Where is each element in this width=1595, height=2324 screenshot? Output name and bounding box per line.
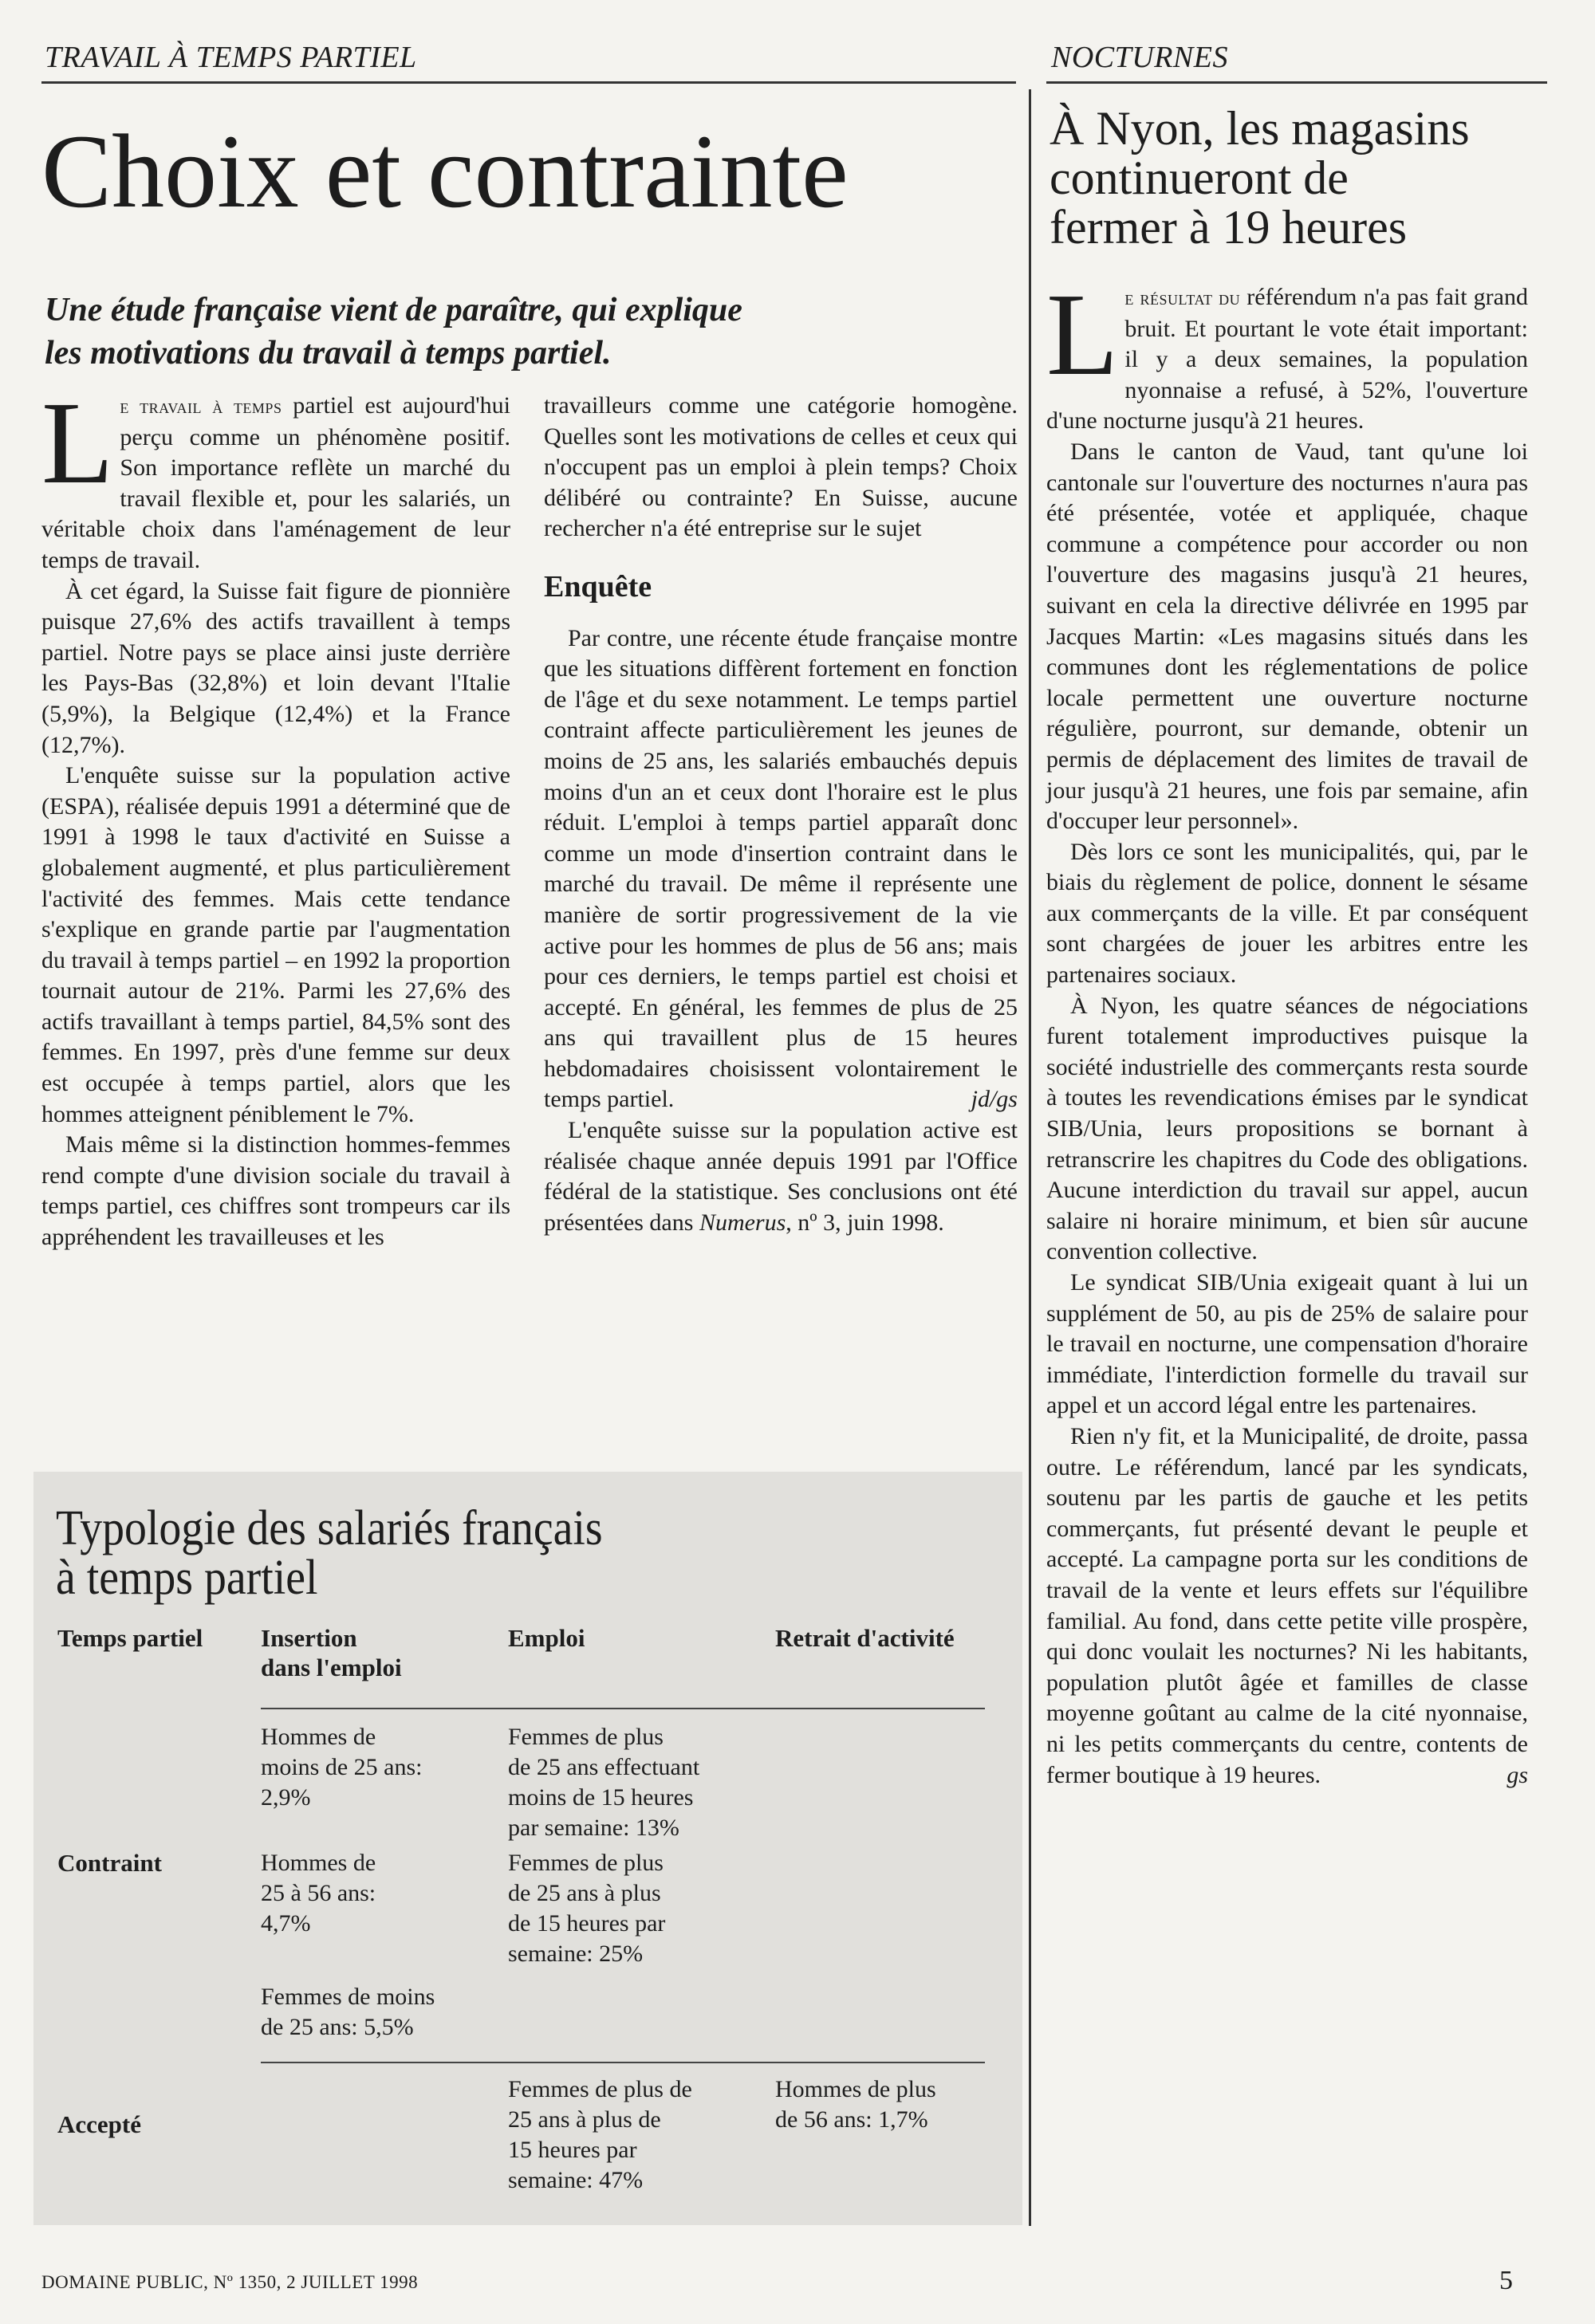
article-lead <box>45 289 742 375</box>
cell-line: 2,9% <box>261 1784 311 1811</box>
small-caps-opening: e travail à temps <box>120 395 282 418</box>
table-title-line: à temps partiel <box>56 1551 318 1605</box>
title-line: À Nyon, les magasins <box>1050 102 1470 155</box>
header-retrait: Retrait d'activité <box>775 1624 955 1652</box>
cell-insertion-3 <box>261 1982 435 2043</box>
cell-retrait-accepte <box>775 2074 936 2135</box>
header-line: dans l'emploi <box>261 1654 402 1681</box>
right-article-title <box>1050 104 1470 252</box>
paragraph <box>1046 269 1528 437</box>
paragraph <box>41 378 510 576</box>
cell-emploi-2 <box>508 1848 665 1969</box>
small-caps-opening: e résultat du <box>1124 286 1241 309</box>
paragraph: Dans le canton de Vaud, tant qu'une loi cantonale sur l'ouverture des nocturnes n'aura pas été présentée, votée et appliquée, chaque commune a compétence pour accorder ou non l'ouverture des magasins jusqu'à 21 heures, suivant en cela la directive délivrée en 1995 par Jacques Martin: «Les magasins situés dans les communes dont les réglementations de police locale permettent une ouverture nocturne régulière, pourront, sur demande, obtenir un permis de déplacement des limites de travail de jour jusqu'à 21 heures, une fois par semaine, afin d'occuper leur personnel». <box>1046 438 1528 835</box>
paragraph-text: Rien n'y fit, et la Municipalité, de droite, passa outre. Le référendum, lancé par les syndicats, soutenu par les partis de gauche et les petits commerçants, fut présenté devant le peuple et accepté. La campagne porta sur les conditions de travail de la vente et leurs effets sur l'équilibre familial. Au fond, dans cette petite ville prospère, qui donc voulait les nocturnes? Ni les habitants, population plutôt âgée et familles de classe moyenne goûtant au calme de la cité nyonnaise, ni les petits commerçants du centre, contents de fermer boutique à 19 heures. <box>1046 1422 1528 1788</box>
row-label-accepte: Accepté <box>57 2110 141 2138</box>
lead-line: les motivations du travail à temps partiel. <box>45 335 612 372</box>
header-line: Insertion <box>261 1624 357 1652</box>
table-header-rule <box>261 1708 985 1709</box>
footer-publication: DOMAINE PUBLIC, Nº 1350, 2 JUILLET 1998 <box>41 2272 419 2292</box>
subheading: Enquête <box>544 569 652 604</box>
column-divider <box>1029 89 1031 2226</box>
author-signature: gs <box>1506 1761 1528 1788</box>
paragraph: À Nyon, les quatre séances de négociations furent totalement improductives puisque la société industrielle des commerçants resta sourde à toutes les revendications émises par le syndicat SIB/Unia, leurs propositions se bornant à retranscrire les chapitres du Code des obligations. Aucune interdiction du travail sur appel, aucun salaire ni horaire minimum, et bien sûr aucune convention collective. <box>1046 992 1528 1265</box>
cell-line: Hommes de <box>261 1724 376 1750</box>
cell-line: Femmes de plus de <box>508 2076 692 2102</box>
header-emploi: Emploi <box>508 1624 585 1652</box>
cell-line: Femmes de moins <box>261 1984 435 2010</box>
section-kicker: NOCTURNES <box>1051 41 1228 74</box>
cell-line: de 15 heures par <box>508 1910 666 1937</box>
typology-table-box <box>33 1472 1022 2225</box>
cell-emploi-accepte <box>508 2074 692 2196</box>
paragraph: Le syndicat SIB/Unia exigeait quant à lui un supplément de 50, au pis de 25% de salaire pour le travail en nocturne, une compensation d'horaire immédiate, l'interdiction formelle du travail sur appel et un accord légal entre les partenaires. <box>1046 1269 1528 1419</box>
cell-line: 15 heures par <box>508 2137 637 2163</box>
cell-line: moins de 25 ans: <box>261 1754 423 1780</box>
cell-line: de 25 ans à plus <box>508 1880 661 1906</box>
paragraph-text: partiel est aujourd'hui perçu comme un phénomène positif. Son importance reflète un marché du travail flexible et, pour les salariés, un véritable choix dans l'aménagement de leur temps de travail. <box>41 392 510 573</box>
cell-line: Hommes de plus <box>775 2076 936 2102</box>
cell-line: 4,7% <box>261 1910 311 1937</box>
cell-line: de 25 ans: 5,5% <box>261 2014 414 2040</box>
cell-line: Hommes de <box>261 1850 376 1876</box>
paragraph <box>544 623 1018 1116</box>
cell-line: de 56 ans: 1,7% <box>775 2106 928 2133</box>
article-column-2 <box>544 391 1018 1238</box>
cell-line: 25 ans à plus de <box>508 2106 661 2133</box>
header-rule <box>41 81 1016 84</box>
header-temps-partiel: Temps partiel <box>57 1624 203 1652</box>
cell-line: semaine: 25% <box>508 1941 644 1967</box>
row-label-contraint: Contraint <box>57 1849 162 1877</box>
paragraph <box>1046 1422 1528 1791</box>
paragraph: L'enquête suisse sur la population active (ESPA), réalisée depuis 1991 a déterminé que de 1991 à 1998 le taux d'activité en Suisse a globalement augmenté, et plus particulièrement l'activité des femmes. Mais cette tendance s'explique en grande partie par l'augmentation du travail à temps partiel – en 1992 la proportion tournait autour de 21%. Parmi les 27,6% des actifs travaillant à temps partiel, 84,5% sont des femmes. En 1997, près d'une femme sur deux est occupée à temps partiel, alors que les hommes atteignent péniblement le 7%. <box>41 762 510 1127</box>
lead-line: Une étude française vient de paraître, qui explique <box>45 292 742 328</box>
paragraph: travailleurs comme une catégorie homogène. Quelles sont les motivations de celles et ceux qui n'occupent pas un emploi à plein temps? Choix délibéré ou contrainte? En Suisse, aucune rechercher n'a été entreprise sur le sujet <box>544 392 1018 542</box>
right-article-column <box>1046 269 1528 1791</box>
paragraph: Dès lors ce sont les municipalités, qui, par le biais du règlement de police, donnent le sésame aux commerçants de la ville. Et par conséquent sont chargées de jouer les arbitres entre les partenaires sociaux. <box>1046 838 1528 989</box>
drop-cap: L <box>1046 269 1119 400</box>
paragraph: À cet égard, la Suisse fait figure de pionnière puisque 27,6% des actifs travaillent à temps partiel. Notre pays se place ainsi juste derrière les Pays-Bas (32,8%) et loin devant l'Italie (5,9%), la Belgique (12,4%) et la France (12,7%). <box>41 577 510 758</box>
cell-line: Femmes de plus <box>508 1850 664 1876</box>
page-number: 5 <box>1499 2266 1514 2295</box>
cell-insertion-1 <box>261 1722 423 1813</box>
article-title: Choix et contrainte <box>41 112 849 230</box>
header-rule <box>1046 81 1547 84</box>
cell-emploi-1 <box>508 1722 699 1843</box>
paragraph-text: Par contre, une récente étude française montre que les situations diffèrent fortement en fonction de l'âge et du sexe notamment. Le temps partiel contraint affecte particulièrement les jeunes de moins de 25 ans, les salariés embauchés depuis moins d'un an et ceux dont l'horaire est le plus réduit. L'emploi à temps partiel apparaît donc comme un mode d'insertion contraint dans le marché du travail. De même il représente une manière de sortir progressivement de la vie active pour les hommes de plus de 56 ans; mais pour ces derniers, le temps partiel est choisi et accepté. En général, les femmes de plus de 25 ans qui travaillent plus de 15 heures hebdomadaires choisissent volontairement le temps partiel. <box>544 624 1018 1113</box>
table-title <box>56 1501 603 1605</box>
table-title-line: Typologie des salariés français <box>56 1501 603 1555</box>
article-column-1 <box>41 378 510 1253</box>
cell-line: semaine: 47% <box>508 2167 644 2193</box>
cell-line: par semaine: 13% <box>508 1815 679 1841</box>
cell-line: Femmes de plus <box>508 1724 664 1750</box>
table-row-rule <box>261 2062 985 2063</box>
paragraph: Mais même si la distinction hommes-femmes rend compte d'une division sociale du travail à temps partiel, ces chiffres sont trompeurs car ils appréhendent les travailleuses et les <box>41 1131 510 1251</box>
paragraph-text: , nº 3, juin 1998. <box>786 1209 944 1236</box>
paragraph <box>544 1115 1018 1238</box>
paragraph-text: référendum n'a pas fait grand bruit. Et pourtant le vote était important: il y a deux semaines, la population nyonnaise a refusé, à 52%, l'ouverture d'une nocturne jusqu'à 21 heures. <box>1046 284 1528 435</box>
cell-line: 25 à 56 ans: <box>261 1880 376 1906</box>
cell-line: de 25 ans effectuant <box>508 1754 700 1780</box>
cell-insertion-2 <box>261 1848 376 1939</box>
drop-cap: L <box>41 378 114 509</box>
author-signature: jd/gs <box>971 1086 1018 1113</box>
paragraph-text: L'enquête suisse sur la population active est réalisée chaque année depuis 1991 par l'Office fédéral de la statistique. Ses conclusions ont été présentées dans <box>544 1117 1018 1236</box>
title-line: fermer à 19 heures <box>1050 201 1408 254</box>
header-insertion <box>261 1623 402 1682</box>
title-line: continueront de <box>1050 151 1349 204</box>
cell-line: moins de 15 heures <box>508 1784 694 1811</box>
publication-name: Numerus <box>699 1209 786 1236</box>
section-kicker: TRAVAIL À TEMPS PARTIEL <box>45 41 417 74</box>
